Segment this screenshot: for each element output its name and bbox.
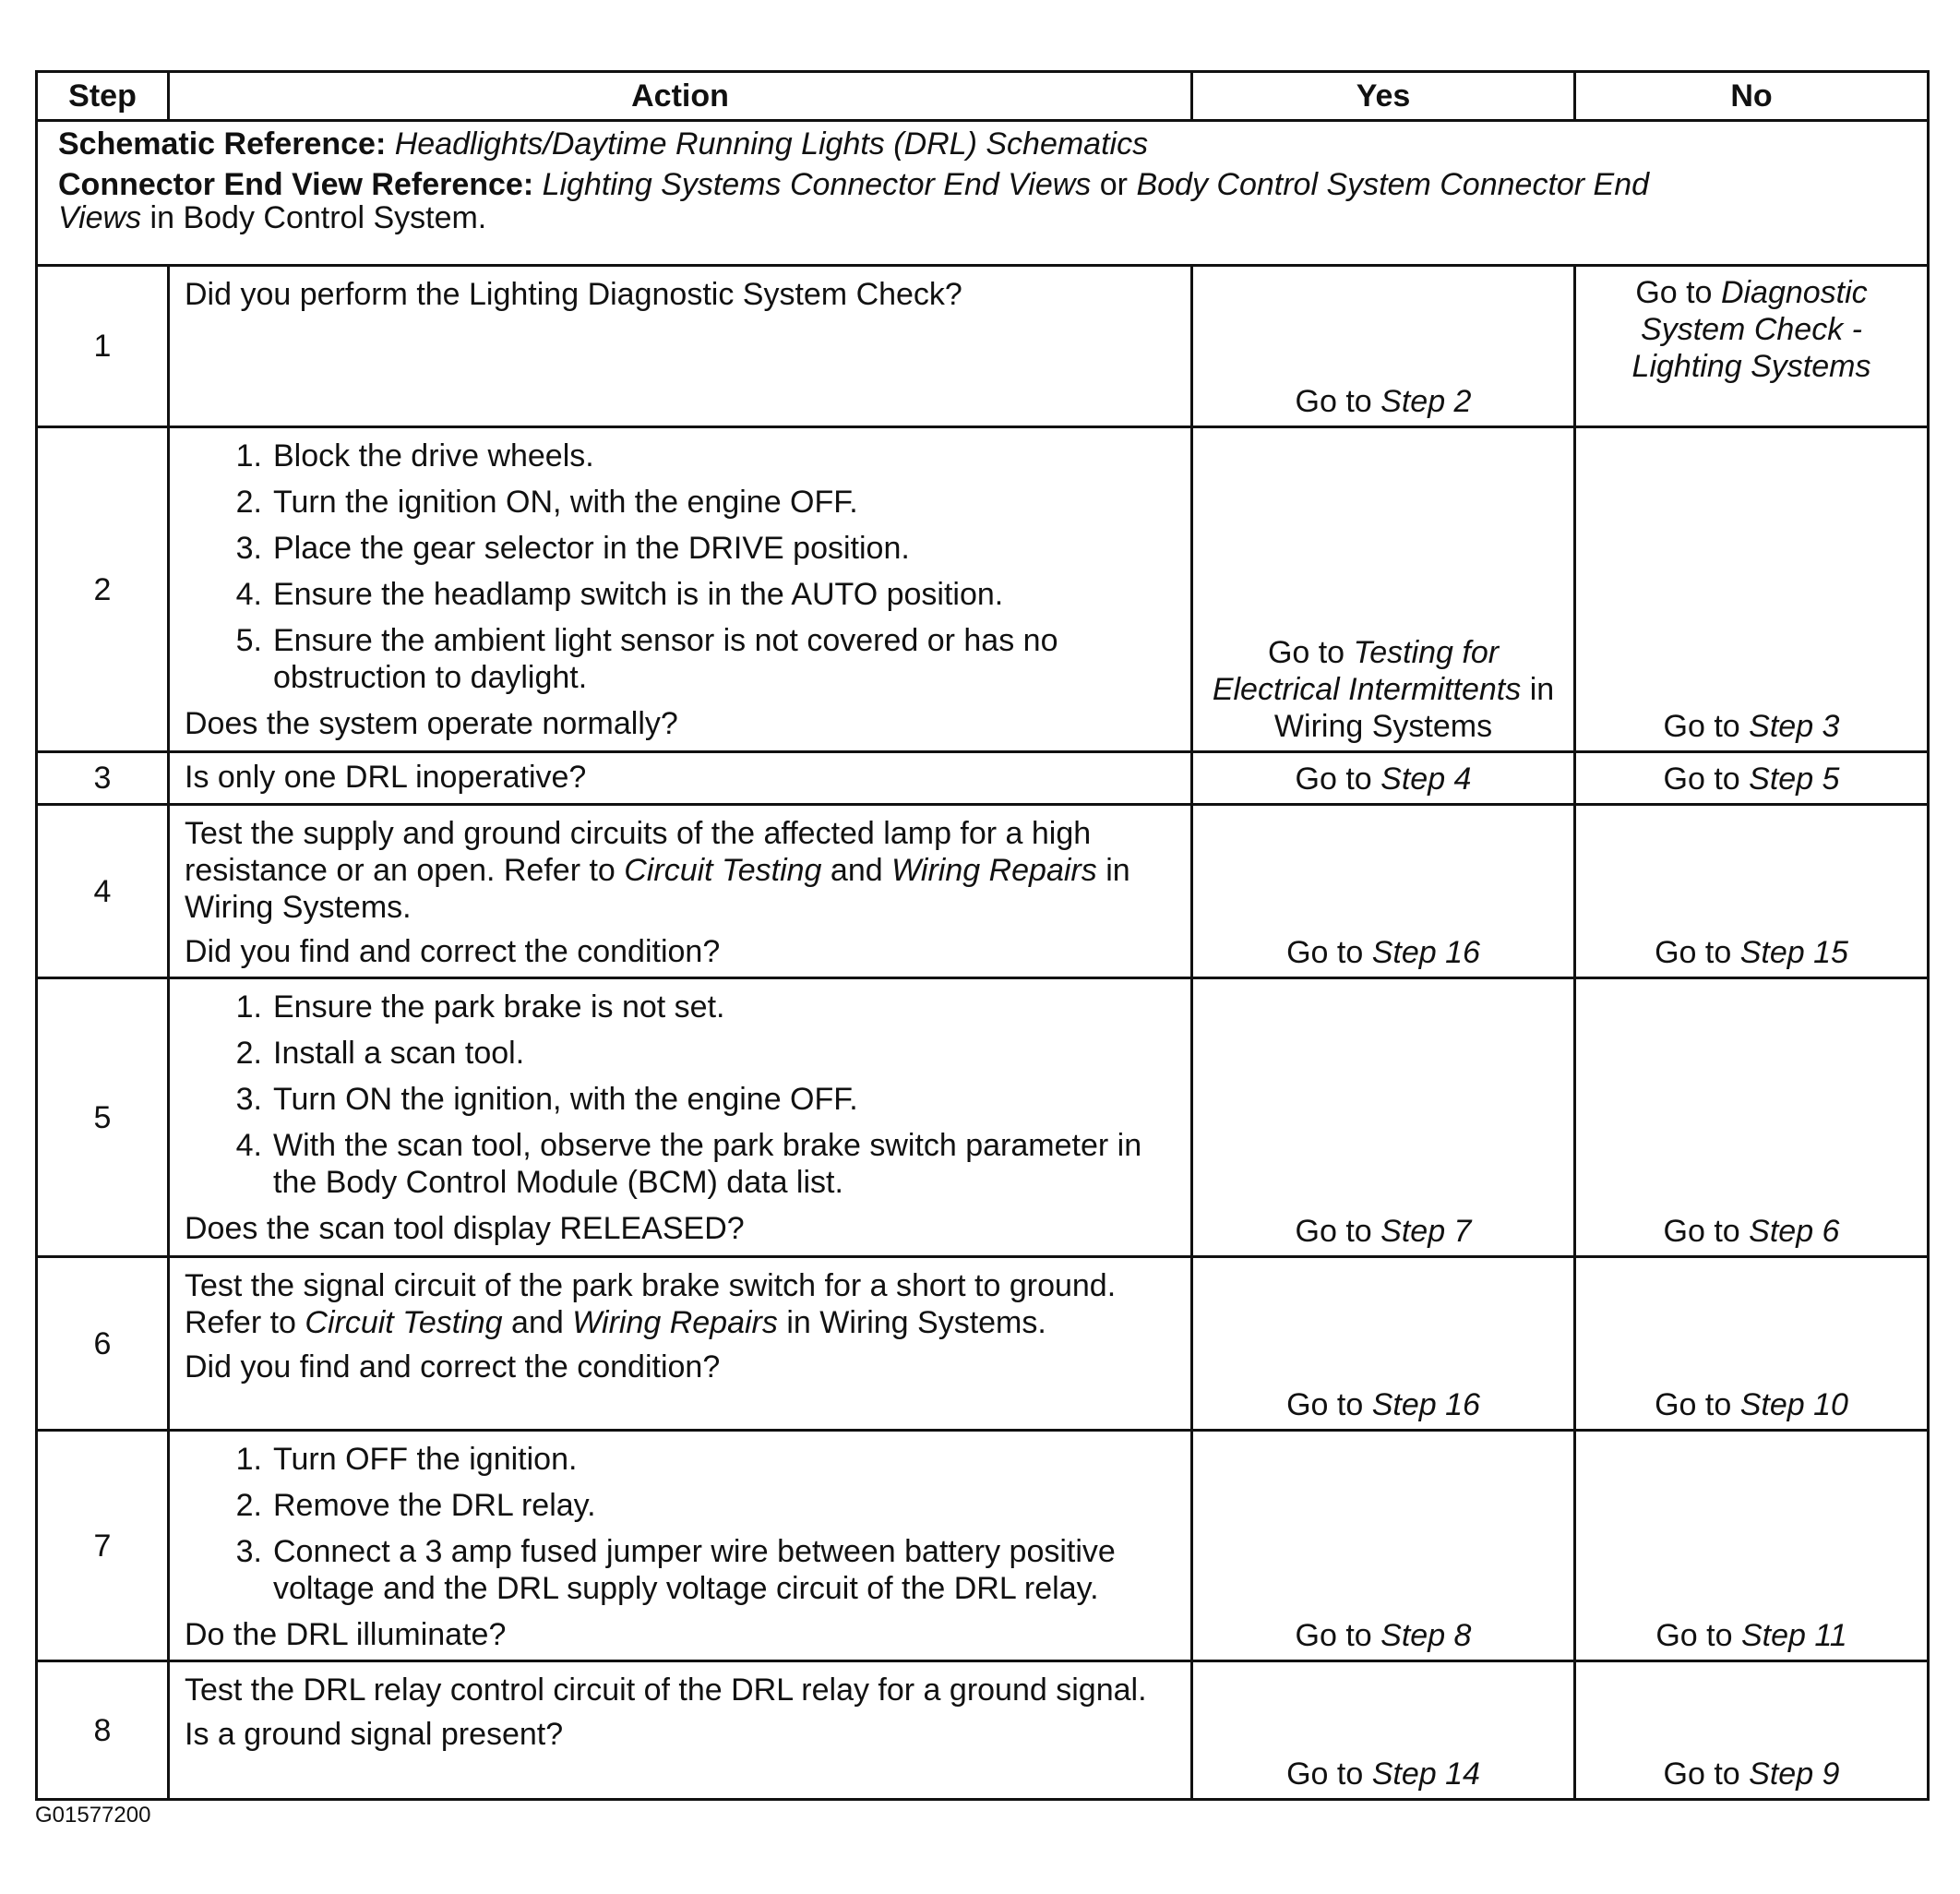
list-item: 1. Turn OFF the ignition. — [235, 1442, 578, 1477]
no-cell — [1575, 1431, 1929, 1661]
step-number: 3 — [37, 752, 169, 805]
no-cell — [1575, 427, 1929, 752]
schematic-label: Schematic Reference: — [58, 126, 387, 162]
goto-text: Go to — [1663, 1756, 1740, 1792]
instruction: Test the supply and ground circuits of the affected lamp for a high resistance or an open. Refer to Circuit Testing and Wiring Repairs in Wiring Systems. — [185, 816, 1130, 925]
action-cell — [169, 805, 1192, 978]
action-cell — [169, 978, 1192, 1257]
no-cell — [1575, 266, 1929, 427]
step-link[interactable]: Step 7 — [1380, 1214, 1472, 1249]
yes-cell — [1192, 805, 1575, 978]
goto-text: Go to — [1286, 1387, 1364, 1422]
table-row — [37, 805, 1929, 978]
goto-text: Go to — [1295, 761, 1372, 797]
reference-cell — [37, 121, 1929, 266]
question: Did you perform the Lighting Diagnostic System Check? — [185, 277, 962, 312]
action-cell — [169, 1257, 1192, 1431]
no-cell — [1575, 978, 1929, 1257]
yes-cell — [1192, 427, 1575, 752]
goto-text: Go to — [1286, 935, 1364, 970]
table-row — [37, 752, 1929, 805]
wiring-repairs-link[interactable]: Wiring Repairs — [572, 1305, 778, 1340]
goto-text: Go to — [1286, 1756, 1364, 1792]
circuit-testing-link[interactable]: Circuit Testing — [624, 853, 822, 888]
no-cell — [1575, 752, 1929, 805]
table-row — [37, 1257, 1929, 1431]
list-item: 4. With the scan tool, observe the park brake switch parameter in the Body Control Module (BCM) data list. — [235, 1128, 1142, 1200]
action-cell — [169, 1431, 1192, 1661]
list-item: 1. Block the drive wheels. — [235, 438, 594, 474]
connector-reference — [58, 168, 1918, 234]
list-item: 2. Install a scan tool. — [235, 1036, 525, 1071]
list-item: 1. Ensure the park brake is not set. — [235, 989, 725, 1025]
question: Is only one DRL inoperative? — [185, 760, 587, 795]
step-link[interactable]: Diagnostic System Check - Lighting Systems — [1631, 275, 1871, 384]
goto-text: Go to — [1663, 709, 1740, 744]
action-cell — [169, 266, 1192, 427]
step-number: 4 — [37, 805, 169, 978]
goto-text: Go to — [1295, 384, 1372, 419]
step-link[interactable]: Step 8 — [1380, 1618, 1472, 1653]
circuit-testing-link[interactable]: Circuit Testing — [305, 1305, 503, 1340]
step-number: 7 — [37, 1431, 169, 1661]
step-number: 1 — [37, 266, 169, 427]
goto-text: Go to — [1655, 1618, 1733, 1653]
goto-text: Go to — [1655, 1387, 1732, 1422]
goto-text: Go to — [1663, 1214, 1740, 1249]
table-row — [37, 266, 1929, 427]
question: Did you find and correct the condition? — [185, 934, 721, 969]
step-link[interactable]: Step 11 — [1740, 1618, 1847, 1653]
step-list — [185, 438, 1181, 696]
figure-id: G01577200 — [35, 1803, 151, 1828]
step-link[interactable]: Testing for Electrical Intermittents — [1212, 635, 1522, 707]
question: Does the scan tool display RELEASED? — [185, 1211, 745, 1246]
yes-cell — [1192, 752, 1575, 805]
action-cell — [169, 427, 1192, 752]
step-link[interactable]: Step 4 — [1380, 761, 1472, 797]
list-item: 3. Connect a 3 amp fused jumper wire between battery positive voltage and the DRL supply voltage circuit of the DRL relay. — [235, 1534, 1116, 1606]
step-link[interactable]: Step 2 — [1380, 384, 1472, 419]
wiring-repairs-link[interactable]: Wiring Repairs — [891, 853, 1097, 888]
connector-suffix: in Body Control System. — [149, 200, 487, 235]
list-item: 2. Remove the DRL relay. — [235, 1488, 596, 1523]
goto-text: Go to — [1635, 275, 1713, 310]
list-item: 4. Ensure the headlamp switch is in the AUTO position. — [235, 577, 1004, 612]
table-row — [37, 427, 1929, 752]
header-action: Action — [169, 72, 1192, 121]
no-cell — [1575, 1257, 1929, 1431]
connector-link-body[interactable]: Body Control System Connector End Views — [58, 167, 1650, 235]
yes-cell — [1192, 1661, 1575, 1800]
header-no: No — [1575, 72, 1929, 121]
header-step: Step — [37, 72, 169, 121]
question: Did you find and correct the condition? — [185, 1349, 721, 1385]
header-yes: Yes — [1192, 72, 1575, 121]
step-link[interactable]: Step 14 — [1371, 1756, 1480, 1792]
header-row — [37, 72, 1929, 121]
schematic-reference — [58, 127, 1918, 161]
step-link[interactable]: Step 16 — [1371, 935, 1480, 970]
step-link[interactable]: Step 5 — [1749, 761, 1840, 797]
step-number: 8 — [37, 1661, 169, 1800]
yes-cell — [1192, 1257, 1575, 1431]
step-link[interactable]: Step 6 — [1749, 1214, 1840, 1249]
step-link[interactable]: Step 10 — [1739, 1387, 1848, 1422]
step-link[interactable]: Step 16 — [1371, 1387, 1480, 1422]
goto-suffix: in Wiring Systems — [1273, 672, 1555, 744]
question: Do the DRL illuminate? — [185, 1617, 507, 1652]
list-item: 2. Turn the ignition ON, with the engine OFF. — [235, 485, 858, 520]
list-item: 3. Turn ON the ignition, with the engine OFF. — [235, 1082, 858, 1117]
table-row — [37, 978, 1929, 1257]
step-list — [185, 1441, 1181, 1607]
goto-text: Go to — [1655, 935, 1732, 970]
table-row — [37, 1431, 1929, 1661]
list-item: 5. Ensure the ambient light sensor is not covered or has no obstruction to daylight. — [235, 623, 1058, 695]
step-list — [185, 989, 1181, 1201]
connector-link-lighting[interactable]: Lighting Systems Connector End Views — [542, 167, 1092, 202]
connector-label: Connector End View Reference: — [58, 167, 534, 202]
goto-text: Go to — [1295, 1618, 1372, 1653]
step-number: 5 — [37, 978, 169, 1257]
yes-cell — [1192, 266, 1575, 427]
schematic-link[interactable]: Headlights/Daytime Running Lights (DRL) Schematics — [394, 126, 1149, 162]
step-number: 2 — [37, 427, 169, 752]
step-number: 6 — [37, 1257, 169, 1431]
reference-row — [37, 121, 1929, 266]
no-cell — [1575, 1661, 1929, 1800]
yes-cell — [1192, 978, 1575, 1257]
table-row — [37, 1661, 1929, 1800]
question: Does the system operate normally? — [185, 706, 678, 741]
instruction: Test the signal circuit of the park brake switch for a short to ground. Refer to Circuit Testing and Wiring Repairs in Wiring Systems. — [185, 1268, 1117, 1340]
action-cell — [169, 752, 1192, 805]
no-cell — [1575, 805, 1929, 978]
step-link[interactable]: Step 15 — [1739, 935, 1848, 970]
instruction: Test the DRL relay control circuit of the DRL relay for a ground signal. — [185, 1672, 1147, 1708]
goto-text: Go to — [1267, 635, 1345, 670]
goto-text: Go to — [1295, 1214, 1372, 1249]
step-link[interactable]: Step 3 — [1749, 709, 1840, 744]
diagnostic-table — [35, 70, 1930, 1801]
step-link[interactable]: Step 9 — [1749, 1756, 1840, 1792]
action-cell — [169, 1661, 1192, 1800]
goto-text: Go to — [1663, 761, 1740, 797]
question: Is a ground signal present? — [185, 1717, 564, 1752]
yes-cell — [1192, 1431, 1575, 1661]
list-item: 3. Place the gear selector in the DRIVE position. — [235, 531, 910, 566]
connector-or: or — [1099, 167, 1128, 202]
